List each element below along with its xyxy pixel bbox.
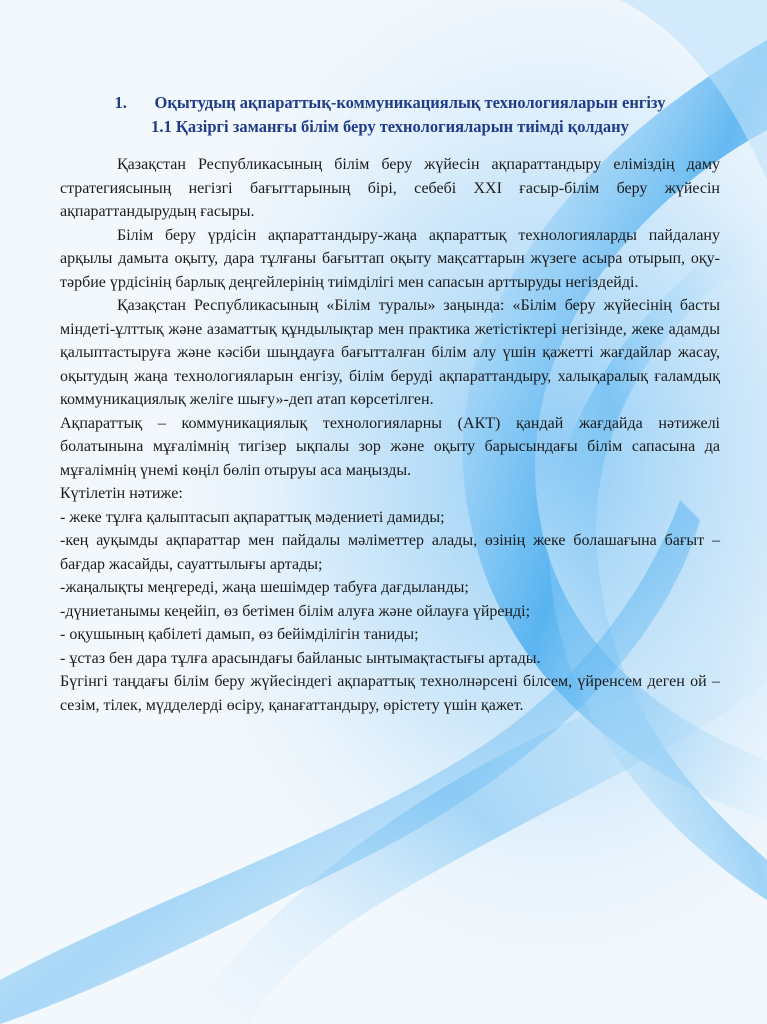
section-heading: [60, 92, 720, 114]
list-item: - ұстаз бен дара тұлға арасындағы байланыс ынтымақтастығы артады.: [60, 649, 541, 667]
section-number: 1.: [114, 93, 127, 112]
paragraph: Қазақстан Республикасының білім беру жүйесін ақпараттандыру еліміздің даму стратегиясының негізгі бағыттарының бірі, себебі XXI ғасыр-білім беру жүйесін ақпараттандырудың ғасыры.: [60, 156, 720, 220]
section-title: Оқытудың ақпараттық-коммуникациялық технологияларын енгізу: [154, 93, 666, 112]
paragraph: Ақпараттық – коммуникациялық технологияларны (АКТ) қандай жағдайда нәтижелі болатынына мұғалімнің тигізер ықпалы зор және оқыту барысындағы білім сапасына да мұғалімнің үнемі көңіл бөліп отыруы аса маңызды.: [60, 414, 720, 479]
subsection-heading: 1.1 Қазіргі заманғы білім беру технологияларын тиімді қолдану: [151, 117, 629, 136]
list-item: - оқушының қабілеті дамып, өз бейімділігін таниды;: [60, 626, 419, 643]
closing-paragraph: Бүгінгі таңдағы білім беру жүйесіндегі ақпараттық технолнәрсені білсем, үйренсем деген ой – сезім, тілек, мүдделерді өсіру, қанағаттандыру, өрістету үшін қажет.: [60, 673, 720, 714]
list-item: -жаңалықты меңгереді, жаңа шешімдер табуға дағдыланды;: [60, 579, 469, 596]
list-item: -дүниетанымы кеңейіп, өз бетімен білім алуға және ойлауға үйренді;: [60, 602, 531, 620]
results-list: [60, 506, 720, 671]
document-body: [60, 153, 720, 717]
paragraph: Білім беру үрдісін ақпараттандыру-жаңа ақпараттық технологияларды пайдалану арқылы дамыта оқыту, дара тұлғаны бағыттап оқыту мақсаттарын жүзеге асыра отырып, оқу-тәрбие үрдісінің барлық деңгейлерінің тиімділігі мен сапасын арттыруды негіздейді.: [60, 226, 720, 291]
paragraph: Қазақстан Республикасының «Білім туралы» заңында: «Білім беру жүйесінің басты міндеті-ұлттық және азаматтық құндылықтар мен практика жетістіктері негізінде, жеке адамды қалыптастыруға және кәсіби шыңдауға бағытталған білім алу үшін қажетті жағдайлар жасау, оқытудың жаңа технологияларын енгізу, білім беруді ақпараттандыру, халықаралық ғаламдық коммуникациялық желіге шығу»-деп атап көрсетілген.: [60, 297, 720, 408]
list-item: -кең ауқымды ақпараттар мен пайдалы мәліметтер алады, өзінің жеке болашағына бағыт – бағдар жасайды, сауаттылығы артады;: [60, 532, 720, 573]
list-item: - жеке тұлға қалыптасып ақпараттық мәдениеті дамиды;: [60, 508, 445, 526]
results-label: Күтілетін нәтиже:: [60, 485, 183, 502]
